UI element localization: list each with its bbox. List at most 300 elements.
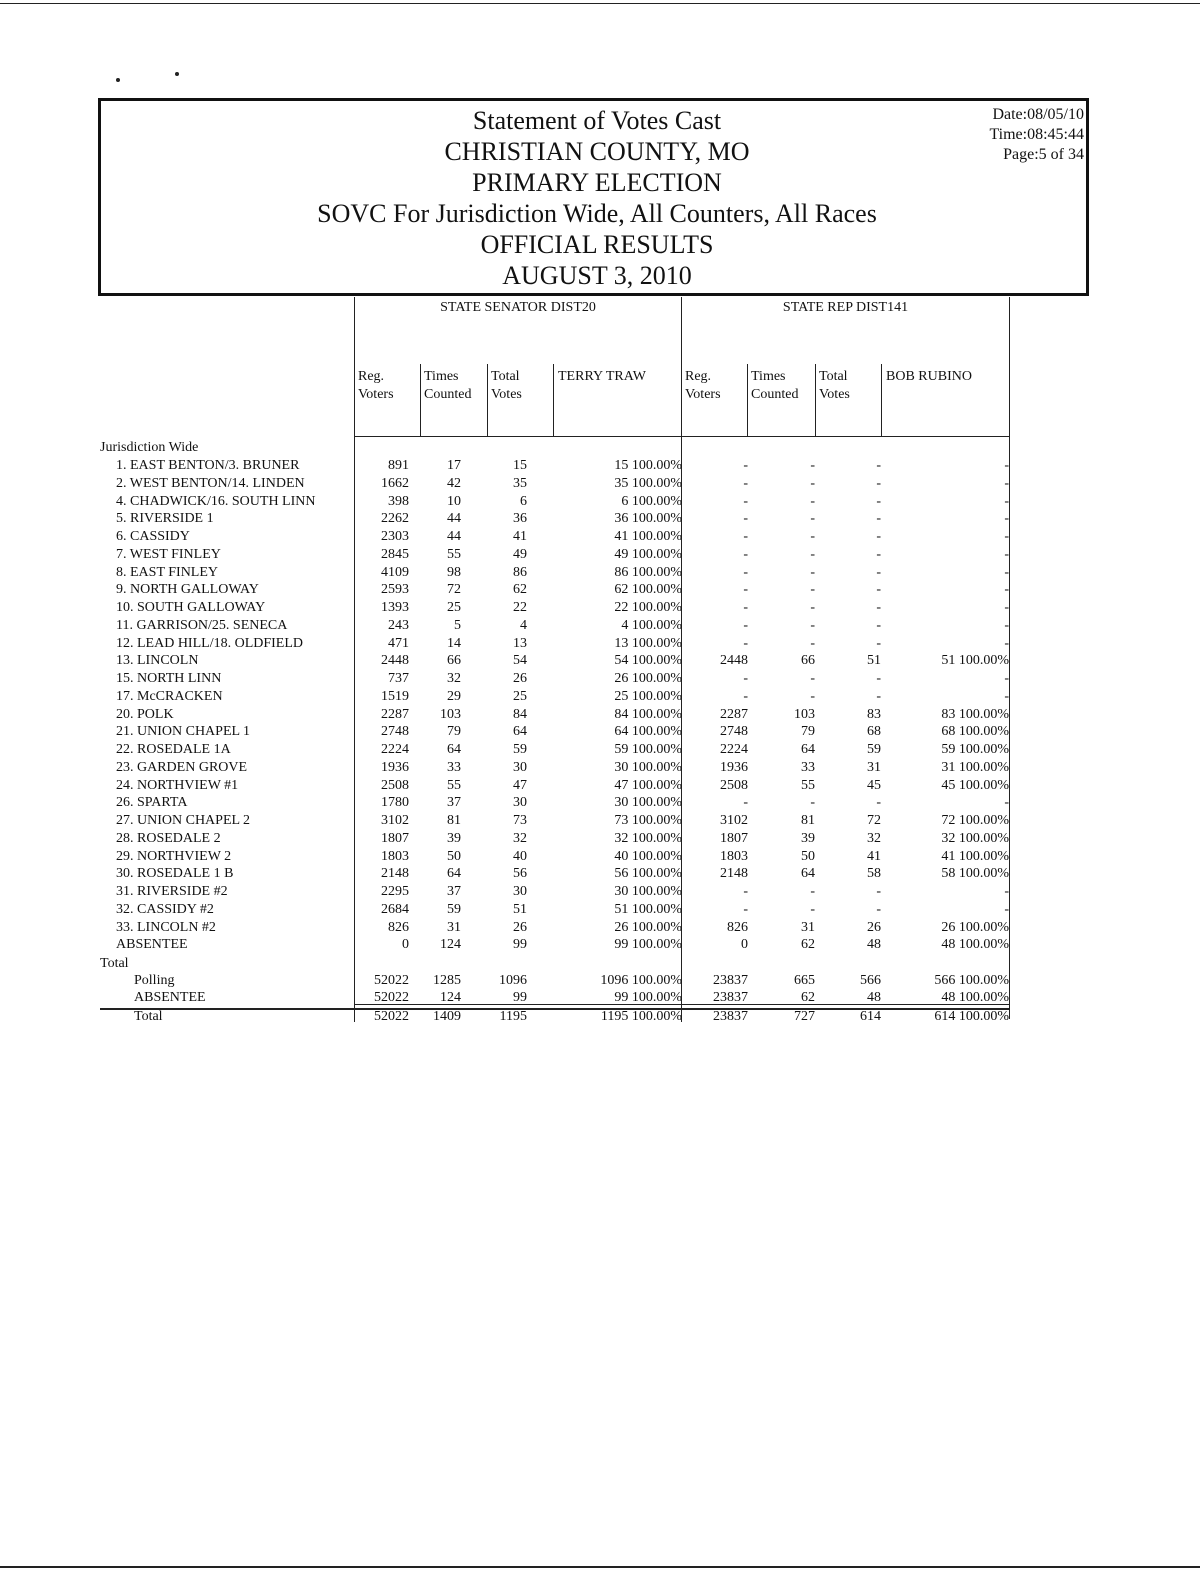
column-header: Times Counted [424,369,472,402]
senator-cell: 2448 [381,653,409,668]
rep-cell: 665 [794,973,815,988]
row-label: 33. LINCOLN #2 [116,920,216,935]
rep-cell: 26 [867,920,881,935]
senator-cell: 52022 [374,990,409,1005]
rep-cell: 33 [801,760,815,775]
rep-cell: - [1004,458,1009,473]
row-label: 26. SPARTA [116,795,188,810]
column-header: Times Counted [751,369,799,402]
rep-cell: 0 [741,937,748,952]
senator-cell: 2303 [381,529,409,544]
rep-cell: - [1004,529,1009,544]
rep-cell: 72 [867,813,881,828]
rep-cell: - [810,689,815,704]
senator-cell: 59 [447,902,461,917]
rep-cell: - [1004,636,1009,651]
row-label: ABSENTEE [116,937,188,952]
rep-cell: 2287 [720,707,748,722]
column-header: BOB RUBINO [886,369,972,384]
row-label: Polling [134,973,175,988]
rep-cell: - [876,547,881,562]
senator-cell: 72 [447,582,461,597]
senator-cell: 29 [447,689,461,704]
row-label: 8. EAST FINLEY [116,565,219,580]
rep-cell: 83 [867,707,881,722]
senator-cell: 737 [388,671,409,686]
senator-cell: 1285 [433,973,461,988]
rep-cell: - [1004,884,1009,899]
senator-cell: 2748 [381,724,409,739]
senator-cell: 4 100.00% [621,618,682,633]
table-divider [1009,297,1010,1019]
row-label: 10. SOUTH GALLOWAY [116,600,266,615]
rep-cell: 23837 [713,1009,748,1024]
rep-cell: 23837 [713,973,748,988]
senator-cell: 31 [447,920,461,935]
senator-cell: 37 [447,795,461,810]
senator-cell: 6 [520,494,527,509]
senator-cell: 2593 [381,582,409,597]
column-divider [881,364,882,436]
senator-cell: 51 [513,902,527,917]
senator-cell: 73 [513,813,527,828]
row-label: 6. CASSIDY [116,529,190,544]
rep-cell: 48 [867,990,881,1005]
row-label: 9. NORTH GALLOWAY [116,582,259,597]
report-time: Time:08:45:44 [989,126,1084,143]
rep-cell: - [743,689,748,704]
rep-cell: 45 100.00% [941,778,1009,793]
section-label-total: Total [100,956,129,971]
row-label: 15. NORTH LINN [116,671,222,686]
rep-cell: - [1004,565,1009,580]
column-header: Total Votes [491,369,522,402]
rep-cell: 3102 [720,813,748,828]
senator-cell: 891 [388,458,409,473]
senator-cell: 25 [513,689,527,704]
senator-cell: 39 [447,831,461,846]
senator-cell: 50 [447,849,461,864]
senator-cell: 124 [440,990,461,1005]
column-divider [815,364,816,436]
scan-mark [116,78,120,82]
rep-cell: - [876,636,881,651]
rep-cell: 66 [801,653,815,668]
rep-cell: - [876,884,881,899]
rep-cell: - [810,884,815,899]
rep-cell: 614 [860,1009,881,1024]
rep-cell: 59 [867,742,881,757]
rep-cell: 59 100.00% [941,742,1009,757]
senator-cell: 1409 [433,1009,461,1024]
table-divider [354,297,355,1022]
rep-cell: 68 [867,724,881,739]
column-header: TERRY TRAW [558,369,646,384]
senator-cell: 84 [513,707,527,722]
senator-cell: 54 100.00% [614,653,682,668]
rep-cell: - [743,565,748,580]
senator-cell: 64 100.00% [614,724,682,739]
rep-cell: 2148 [720,866,748,881]
senator-cell: 243 [388,618,409,633]
rep-cell: - [876,565,881,580]
senator-cell: 1662 [381,476,409,491]
election-date: AUGUST 3, 2010 [502,261,692,290]
senator-cell: 99 [513,937,527,952]
rep-cell: - [743,582,748,597]
row-label: 22. ROSEDALE 1A [116,742,231,757]
senator-cell: 2262 [381,511,409,526]
row-label: 2. WEST BENTON/14. LINDEN [116,476,305,491]
rep-cell: - [810,529,815,544]
senator-cell: 52022 [374,1009,409,1024]
row-label: 29. NORTHVIEW 2 [116,849,232,864]
senator-cell: 81 [447,813,461,828]
row-label: 31. RIVERSIDE #2 [116,884,228,899]
senator-cell: 41 [513,529,527,544]
row-label: 23. GARDEN GROVE [116,760,248,775]
senator-cell: 47 100.00% [614,778,682,793]
rep-cell: 62 [801,990,815,1005]
senator-cell: 47 [513,778,527,793]
rep-cell: - [810,902,815,917]
senator-cell: 2295 [381,884,409,899]
rep-cell: - [876,671,881,686]
top-border-line [0,3,1200,4]
senator-cell: 73 100.00% [614,813,682,828]
rep-cell: - [876,529,881,544]
rep-cell: - [743,600,748,615]
senator-cell: 32 [447,671,461,686]
rep-cell: - [743,618,748,633]
rep-cell: 72 100.00% [941,813,1009,828]
column-divider [747,364,748,436]
rep-cell: - [876,458,881,473]
senator-cell: 10 [447,494,461,509]
senator-cell: 13 100.00% [614,636,682,651]
rep-cell: 566 [860,973,881,988]
rep-cell: - [810,582,815,597]
senator-cell: 1195 [499,1009,527,1024]
column-header: Total Votes [819,369,850,402]
section-label-jurisdiction: Jurisdiction Wide [100,440,199,455]
senator-cell: 55 [447,547,461,562]
row-label: Total [134,1009,163,1024]
senator-cell: 37 [447,884,461,899]
senator-cell: 4 [520,618,527,633]
senator-cell: 56 100.00% [614,866,682,881]
rep-cell: - [810,618,815,633]
rep-cell: - [876,600,881,615]
senator-cell: 86 100.00% [614,565,682,580]
senator-cell: 26 [513,671,527,686]
report-title-block [101,105,1093,291]
rep-cell: 41 [867,849,881,864]
rep-cell: - [743,494,748,509]
row-label: 12. LEAD HILL/18. OLDFIELD [116,636,304,651]
senator-cell: 1195 100.00% [600,1009,682,1024]
senator-cell: 1096 100.00% [600,973,682,988]
rep-cell: - [876,689,881,704]
rep-cell: - [810,458,815,473]
rep-cell: 81 [801,813,815,828]
senator-cell: 35 100.00% [614,476,682,491]
row-label: 21. UNION CHAPEL 1 [116,724,251,739]
senator-cell: 1807 [381,831,409,846]
report-title: Statement of Votes Cast [472,106,722,135]
senator-cell: 49 [513,547,527,562]
rep-cell: - [876,511,881,526]
senator-cell: 26 [513,920,527,935]
report-scope: SOVC For Jurisdiction Wide, All Counters, All Races [317,199,877,228]
senator-cell: 30 100.00% [614,760,682,775]
senator-cell: 35 [513,476,527,491]
senator-cell: 2224 [381,742,409,757]
senator-cell: 40 [513,849,527,864]
rep-cell: 58 [867,866,881,881]
rep-cell: 48 [867,937,881,952]
senator-cell: 22 [513,600,527,615]
rep-cell: - [876,582,881,597]
senator-cell: 1519 [381,689,409,704]
senator-cell: 41 100.00% [614,529,682,544]
rep-cell: 39 [801,831,815,846]
rep-cell: 83 100.00% [941,707,1009,722]
rep-cell: 31 100.00% [941,760,1009,775]
senator-cell: 103 [440,707,461,722]
senator-cell: 32 100.00% [614,831,682,846]
rep-cell: - [810,795,815,810]
row-label: 1. EAST BENTON/3. BRUNER [116,458,300,473]
rep-cell: 2748 [720,724,748,739]
rep-cell: 48 100.00% [941,990,1009,1005]
senator-cell: 84 100.00% [614,707,682,722]
senator-cell: 79 [447,724,461,739]
rep-cell: - [743,547,748,562]
rep-cell: - [743,511,748,526]
rep-cell: 1936 [720,760,748,775]
rep-cell: - [810,494,815,509]
rep-cell: - [876,618,881,633]
rep-cell: - [743,636,748,651]
column-header: Reg. Voters [685,369,721,402]
rep-cell: 41 100.00% [941,849,1009,864]
column-divider [553,364,554,436]
rep-cell: - [743,884,748,899]
senator-cell: 124 [440,937,461,952]
rep-cell: - [1004,795,1009,810]
group-title-state-rep: STATE REP DIST141 [782,300,909,315]
rep-cell: 23837 [713,990,748,1005]
rep-cell: - [810,600,815,615]
senator-cell: 54 [513,653,527,668]
rep-cell: - [876,795,881,810]
rep-cell: 103 [794,707,815,722]
rep-cell: 31 [801,920,815,935]
senator-cell: 0 [402,937,409,952]
senator-cell: 64 [447,742,461,757]
rep-cell: 51 100.00% [941,653,1009,668]
rep-cell: - [810,476,815,491]
rep-cell: 32 100.00% [941,831,1009,846]
senator-cell: 44 [447,511,461,526]
rep-cell: 50 [801,849,815,864]
senator-cell: 49 100.00% [614,547,682,562]
rep-cell: - [743,902,748,917]
rep-cell: - [1004,902,1009,917]
senator-cell: 62 100.00% [614,582,682,597]
rep-cell: - [810,547,815,562]
senator-cell: 2684 [381,902,409,917]
rep-cell: 68 100.00% [941,724,1009,739]
senator-cell: 66 [447,653,461,668]
row-label: 5. RIVERSIDE 1 [116,511,214,526]
rep-cell: 1803 [720,849,748,864]
senator-cell: 30 100.00% [614,795,682,810]
senator-cell: 6 100.00% [621,494,682,509]
rep-cell: - [1004,547,1009,562]
senator-cell: 14 [447,636,461,651]
senator-cell: 52022 [374,973,409,988]
rep-cell: - [810,671,815,686]
senator-cell: 1393 [381,600,409,615]
rep-cell: 48 100.00% [941,937,1009,952]
row-label: 13. LINCOLN [116,653,199,668]
rep-cell: 79 [801,724,815,739]
senator-cell: 2508 [381,778,409,793]
senator-cell: 22 100.00% [614,600,682,615]
column-divider [487,364,488,436]
election-type: PRIMARY ELECTION [472,168,722,197]
row-label: 30. ROSEDALE 1 B [116,866,234,881]
rep-cell: 31 [867,760,881,775]
senator-cell: 2148 [381,866,409,881]
senator-cell: 30 100.00% [614,884,682,899]
header-rule [354,436,1009,437]
rep-cell: - [743,458,748,473]
row-label: 4. CHADWICK/16. SOUTH LINN [116,494,316,509]
senator-cell: 1780 [381,795,409,810]
rep-cell: 55 [801,778,815,793]
senator-cell: 25 [447,600,461,615]
senator-cell: 42 [447,476,461,491]
page-number: Page:5 of 34 [1003,146,1084,163]
rep-cell: 826 [727,920,748,935]
rep-cell: 727 [794,1009,815,1024]
rep-cell: 51 [867,653,881,668]
rep-cell: - [876,476,881,491]
senator-cell: 3102 [381,813,409,828]
rep-cell: - [810,511,815,526]
rep-cell: - [1004,689,1009,704]
report-date: Date:08/05/10 [992,106,1084,123]
rep-cell: - [1004,494,1009,509]
senator-cell: 26 100.00% [614,671,682,686]
column-divider [420,364,421,436]
row-label: 32. CASSIDY #2 [116,902,214,917]
senator-cell: 51 100.00% [614,902,682,917]
senator-cell: 30 [513,760,527,775]
rep-cell: - [1004,618,1009,633]
rep-cell: - [876,902,881,917]
senator-cell: 33 [447,760,461,775]
county-name: CHRISTIAN COUNTY, MO [444,137,750,166]
senator-cell: 5 [454,618,461,633]
senator-cell: 398 [388,494,409,509]
senator-cell: 4109 [381,565,409,580]
senator-cell: 13 [513,636,527,651]
senator-cell: 56 [513,866,527,881]
rep-cell: - [1004,671,1009,686]
senator-cell: 99 [513,990,527,1005]
bottom-border-line [0,1566,1200,1568]
rep-cell: 45 [867,778,881,793]
rep-cell: - [743,476,748,491]
senator-cell: 2287 [381,707,409,722]
senator-cell: 99 100.00% [614,990,682,1005]
rep-cell: 64 [801,866,815,881]
senator-cell: 62 [513,582,527,597]
rep-cell: 26 100.00% [941,920,1009,935]
row-label: 7. WEST FINLEY [116,547,221,562]
row-label: 20. POLK [116,707,174,722]
senator-cell: 44 [447,529,461,544]
rep-cell: - [743,529,748,544]
senator-cell: 59 100.00% [614,742,682,757]
rep-cell: - [1004,511,1009,526]
rep-cell: 2224 [720,742,748,757]
senator-cell: 30 [513,884,527,899]
rep-cell: - [743,671,748,686]
rep-cell: - [876,494,881,509]
rep-cell: - [810,636,815,651]
senator-cell: 64 [447,866,461,881]
row-label: ABSENTEE [134,990,206,1005]
senator-cell: 36 100.00% [614,511,682,526]
report-header [98,98,1089,296]
senator-cell: 99 100.00% [614,937,682,952]
senator-cell: 1936 [381,760,409,775]
rep-cell: 2508 [720,778,748,793]
rep-cell: 64 [801,742,815,757]
results-status: OFFICIAL RESULTS [480,230,714,259]
senator-cell: 2845 [381,547,409,562]
rep-cell: - [743,795,748,810]
senator-cell: 1803 [381,849,409,864]
senator-cell: 17 [447,458,461,473]
rep-cell: 2448 [720,653,748,668]
rep-cell: 62 [801,937,815,952]
rep-cell: 32 [867,831,881,846]
senator-cell: 30 [513,795,527,810]
senator-cell: 826 [388,920,409,935]
senator-cell: 59 [513,742,527,757]
senator-cell: 26 100.00% [614,920,682,935]
rep-cell: 614 100.00% [934,1009,1009,1024]
senator-cell: 15 100.00% [614,458,682,473]
senator-cell: 86 [513,565,527,580]
rep-cell: 58 100.00% [941,866,1009,881]
senator-cell: 40 100.00% [614,849,682,864]
rep-cell: 566 100.00% [934,973,1009,988]
senator-cell: 471 [388,636,409,651]
senator-cell: 36 [513,511,527,526]
senator-cell: 32 [513,831,527,846]
senator-cell: 64 [513,724,527,739]
rep-cell: - [810,565,815,580]
senator-cell: 1096 [499,973,527,988]
row-label: 24. NORTHVIEW #1 [116,778,239,793]
